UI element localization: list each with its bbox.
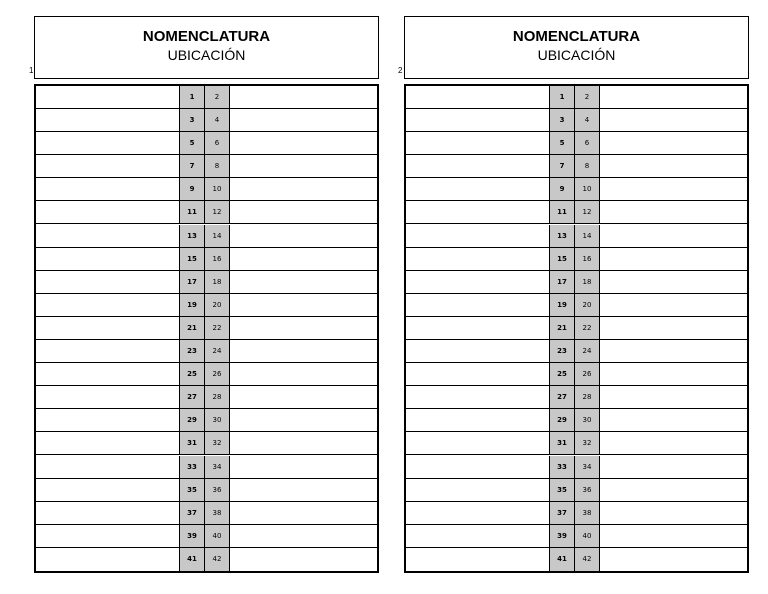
value-cell[interactable] [600,479,747,502]
position-number-odd: 37 [550,502,575,525]
label-cell[interactable] [406,548,550,571]
label-cell[interactable] [36,109,180,132]
panel-title: NOMENCLATURA [142,28,271,45]
position-number-odd: 35 [180,479,205,502]
position-number-even: 22 [205,317,230,340]
label-cell[interactable] [36,386,180,409]
label-cell[interactable] [36,363,180,386]
position-number-odd: 31 [180,432,205,455]
value-cell[interactable] [230,363,377,386]
position-number-even: 34 [205,456,230,479]
position-number-even: 10 [575,178,600,201]
position-number-even: 6 [575,132,600,155]
position-number-odd: 19 [180,294,205,317]
position-number-odd: 25 [180,363,205,386]
position-number-even: 10 [205,178,230,201]
value-cell[interactable] [600,294,747,317]
label-cell[interactable] [36,479,180,502]
label-cell[interactable] [406,201,550,224]
value-cell[interactable] [230,340,377,363]
panel-title: NOMENCLATURA [512,28,641,45]
label-cell[interactable] [406,502,550,525]
value-cell[interactable] [600,248,747,271]
position-number-even: 16 [575,248,600,271]
position-number-odd: 41 [180,548,205,571]
position-number-even: 24 [575,340,600,363]
panel-header [404,16,749,79]
value-cell[interactable] [600,109,747,132]
position-number-even: 40 [205,525,230,548]
value-cell[interactable] [230,432,377,455]
position-number-odd: 29 [180,409,205,432]
position-number-odd: 9 [180,178,205,201]
value-cell[interactable] [230,479,377,502]
position-number-odd: 23 [180,340,205,363]
position-number-odd: 27 [550,386,575,409]
value-cell[interactable] [230,294,377,317]
position-number-even: 18 [205,271,230,294]
label-cell[interactable] [406,155,550,178]
position-number-even: 36 [575,479,600,502]
position-number-odd: 25 [550,363,575,386]
value-cell[interactable] [230,86,377,109]
panel-number: 1 [29,66,34,75]
value-cell[interactable] [600,271,747,294]
value-cell[interactable] [230,548,377,571]
position-number-odd: 5 [180,132,205,155]
position-number-even: 36 [205,479,230,502]
position-number-even: 32 [205,432,230,455]
position-number-odd: 3 [550,109,575,132]
position-number-odd: 23 [550,340,575,363]
value-cell[interactable] [230,109,377,132]
value-cell[interactable] [600,386,747,409]
label-cell[interactable] [36,340,180,363]
position-number-odd: 11 [550,201,575,224]
position-number-even: 2 [205,86,230,109]
position-number-odd: 7 [180,155,205,178]
label-cell[interactable] [36,548,180,571]
value-cell[interactable] [600,86,747,109]
position-number-odd: 17 [550,271,575,294]
position-number-odd: 31 [550,432,575,455]
position-number-odd: 35 [550,479,575,502]
position-number-even: 14 [575,225,600,248]
label-cell[interactable] [406,248,550,271]
position-number-odd: 21 [550,317,575,340]
position-number-even: 6 [205,132,230,155]
position-number-odd: 15 [180,248,205,271]
label-cell[interactable] [36,317,180,340]
position-number-even: 8 [205,155,230,178]
value-cell[interactable] [230,248,377,271]
position-number-even: 30 [205,409,230,432]
value-cell[interactable] [230,155,377,178]
position-number-even: 38 [575,502,600,525]
value-cell[interactable] [600,155,747,178]
label-cell[interactable] [36,525,180,548]
position-number-odd: 11 [180,201,205,224]
position-number-even: 26 [205,363,230,386]
value-cell[interactable] [600,363,747,386]
label-cell[interactable] [406,294,550,317]
value-cell[interactable] [230,201,377,224]
value-cell[interactable] [230,178,377,201]
panel-subtitle: UBICACIÓN [167,47,246,63]
value-cell[interactable] [600,502,747,525]
label-cell[interactable] [36,502,180,525]
value-cell[interactable] [230,271,377,294]
position-number-even: 30 [575,409,600,432]
position-number-even: 12 [205,201,230,224]
label-cell[interactable] [406,525,550,548]
label-cell[interactable] [36,225,180,248]
position-number-odd: 7 [550,155,575,178]
value-cell[interactable] [230,525,377,548]
position-number-odd: 27 [180,386,205,409]
label-cell[interactable] [406,271,550,294]
label-cell[interactable] [406,432,550,455]
location-grid [404,84,749,573]
label-cell[interactable] [36,201,180,224]
label-cell[interactable] [36,248,180,271]
position-number-odd: 29 [550,409,575,432]
position-number-even: 28 [575,386,600,409]
label-cell[interactable] [406,317,550,340]
position-number-even: 26 [575,363,600,386]
panel-number: 2 [398,66,403,75]
label-cell[interactable] [36,294,180,317]
label-cell[interactable] [406,456,550,479]
position-number-even: 24 [205,340,230,363]
label-cell[interactable] [406,409,550,432]
position-number-even: 4 [205,109,230,132]
position-number-even: 38 [205,502,230,525]
label-cell[interactable] [36,271,180,294]
position-number-even: 28 [205,386,230,409]
position-number-odd: 13 [180,225,205,248]
value-cell[interactable] [600,225,747,248]
position-number-even: 12 [575,201,600,224]
label-cell[interactable] [36,178,180,201]
position-number-odd: 13 [550,225,575,248]
label-cell[interactable] [406,386,550,409]
position-number-odd: 3 [180,109,205,132]
position-number-even: 16 [205,248,230,271]
position-number-odd: 41 [550,548,575,571]
position-number-even: 8 [575,155,600,178]
label-cell[interactable] [36,155,180,178]
position-number-odd: 17 [180,271,205,294]
value-cell[interactable] [600,340,747,363]
label-cell[interactable] [36,456,180,479]
label-cell[interactable] [36,132,180,155]
value-cell[interactable] [230,132,377,155]
label-cell[interactable] [406,109,550,132]
value-cell[interactable] [600,132,747,155]
position-number-odd: 37 [180,502,205,525]
label-cell[interactable] [36,432,180,455]
position-number-even: 20 [205,294,230,317]
value-cell[interactable] [230,409,377,432]
value-cell[interactable] [600,548,747,571]
label-cell[interactable] [406,479,550,502]
position-number-odd: 15 [550,248,575,271]
position-number-even: 18 [575,271,600,294]
position-number-even: 32 [575,432,600,455]
position-number-even: 40 [575,525,600,548]
value-cell[interactable] [600,525,747,548]
label-cell[interactable] [406,225,550,248]
value-cell[interactable] [600,456,747,479]
label-cell[interactable] [406,132,550,155]
value-cell[interactable] [230,502,377,525]
label-cell[interactable] [36,86,180,109]
label-cell[interactable] [406,86,550,109]
position-number-even: 42 [575,548,600,571]
position-number-odd: 33 [180,456,205,479]
value-cell[interactable] [600,317,747,340]
panel-subtitle: UBICACIÓN [537,47,616,63]
value-cell[interactable] [230,317,377,340]
label-cell[interactable] [36,409,180,432]
value-cell[interactable] [230,456,377,479]
position-number-odd: 39 [180,525,205,548]
position-number-even: 2 [575,86,600,109]
position-number-odd: 5 [550,132,575,155]
label-cell[interactable] [406,178,550,201]
value-cell[interactable] [600,201,747,224]
position-number-even: 22 [575,317,600,340]
label-cell[interactable] [406,363,550,386]
position-number-odd: 33 [550,456,575,479]
value-cell[interactable] [230,225,377,248]
value-cell[interactable] [600,178,747,201]
position-number-even: 20 [575,294,600,317]
position-number-odd: 39 [550,525,575,548]
position-number-odd: 1 [180,86,205,109]
panel-header [34,16,379,79]
value-cell[interactable] [600,432,747,455]
location-grid [34,84,379,573]
label-cell[interactable] [406,340,550,363]
value-cell[interactable] [600,409,747,432]
position-number-odd: 1 [550,86,575,109]
position-number-odd: 9 [550,178,575,201]
position-number-odd: 19 [550,294,575,317]
position-number-even: 42 [205,548,230,571]
position-number-odd: 21 [180,317,205,340]
position-number-even: 14 [205,225,230,248]
value-cell[interactable] [230,386,377,409]
position-number-even: 34 [575,456,600,479]
position-number-even: 4 [575,109,600,132]
